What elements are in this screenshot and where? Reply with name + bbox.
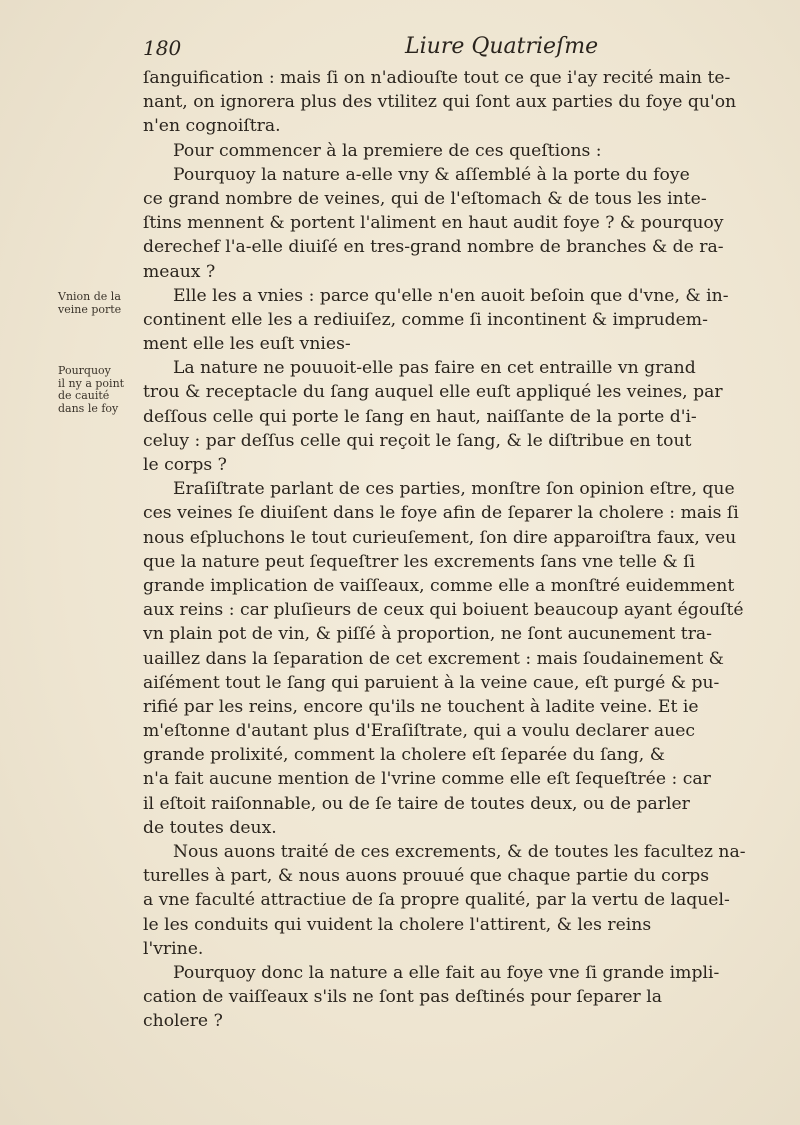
text-line: meaux ? <box>143 261 216 282</box>
text-line: de toutes deux. <box>143 817 277 838</box>
text-line: Nous auons traité de ces excrements, & de toutes les facultez na- <box>173 842 746 862</box>
marginal-note-cauite <box>58 365 142 415</box>
paragraph <box>143 284 788 357</box>
text-line: Eraſiſtrate parlant de ces parties, monſtre ſon opinion eſtre, que <box>173 479 735 500</box>
text-line: le les conduits qui vuident la cholere l'attirent, & les reins <box>143 914 652 935</box>
text-line: derechef l'a-elle diuiſé en tres-grand nombre de branches & de ra- <box>143 237 724 258</box>
text-line: rifié par les reins, encore qu'ils ne touchent à ladite veine. Et ie <box>143 696 699 717</box>
text-line: celuy : par deſſus celle qui reçoit le ſang, & le diſtribue en tout <box>143 430 692 451</box>
text-line: n'a fait aucune mention de l'vrine comme elle eſt ſequeſtrée : car <box>143 769 711 790</box>
text-line: uaillez dans la ſeparation de cet excrement : mais ſoudainement & <box>143 648 724 669</box>
marginal-note-vnion <box>58 291 142 316</box>
paragraph <box>143 356 788 477</box>
text-line: ſtins mennent & portent l'aliment en haut audit foye ? & pourquoy <box>143 213 724 234</box>
text-line: cation de vaiſſeaux s'ils ne ſont pas deſtinés pour ſeparer la <box>143 987 662 1008</box>
text-line: Elle les a vnies : parce qu'elle n'en auoit beſoin que d'vne, & in- <box>173 285 729 306</box>
text-line: aux reins : car pluſieurs de ceux qui boiuent beaucoup ayant égouſté <box>143 600 744 621</box>
text-line: ces veines ſe diuiſent dans le foye afin de ſeparer la cholere : mais ſi <box>143 503 739 524</box>
marginal-note-line: veine porte <box>58 302 122 316</box>
paragraph <box>143 139 788 163</box>
text-line: grande prolixité, comment la cholere eſt ſeparée du ſang, & <box>143 745 666 766</box>
text-line: nous eſpluchons le tout curieuſement, ſon dire apparoiſtra faux, veu <box>143 527 737 548</box>
text-line: La nature ne pouuoit-elle pas faire en cet entraille vn grand <box>173 358 696 379</box>
text-line: grande implication de vaiſſeaux, comme elle a monſtré euidemment <box>143 575 735 596</box>
text-line: vn plain pot de vin, & piſſé à proportion, ne ſont aucunement tra- <box>143 624 712 645</box>
text-line: Pourquoy donc la nature a elle fait au foye vne ſi grande impli- <box>173 962 720 983</box>
marginal-note-line: Vnion de la <box>58 290 121 303</box>
paragraph <box>143 66 788 139</box>
text-line: n'en cognoiſtra. <box>143 116 281 137</box>
page-number: 180 <box>143 36 182 60</box>
text-line: a vne faculté attractiue de ſa propre qualité, par la vertu de laquel- <box>143 890 730 911</box>
text-line: cholere ? <box>143 1011 223 1032</box>
text-line: il eſtoit raiſonnable, ou de ſe taire de toutes deux, ou de parler <box>143 793 690 814</box>
running-title: Liure Quatrieſme <box>405 34 599 59</box>
text-line: Pour commencer à la premiere de ces queſtions : <box>173 140 602 161</box>
text-line: nant, on ignorera plus des vtilitez qui ſont aux parties du foye qu'on <box>143 92 737 113</box>
marginal-note-line: Pourquoy <box>58 364 111 377</box>
text-line: m'eſtonne d'autant plus d'Eraſiſtrate, qui a voulu declarer auec <box>143 721 696 742</box>
paragraph <box>143 163 788 284</box>
marginal-note-line: de cauité <box>58 389 110 402</box>
marginal-note-line: il ny a point <box>58 376 125 390</box>
text-line: ce grand nombre de veines, qui de l'eſtomach & de tous les inte- <box>143 188 707 209</box>
paragraph <box>143 961 788 1034</box>
text-line: ment elle les euſt vnies- <box>143 334 351 355</box>
text-line: le corps ? <box>143 455 227 475</box>
text-line: deſſous celle qui porte le ſang en haut, naiſſante de la porte d'i- <box>143 406 697 427</box>
text-line: Pourquoy la nature a-elle vny & aſſemblé à la porte du foye <box>173 164 690 185</box>
text-line: continent elle les a rediuiſez, comme ſi incontinent & imprudem- <box>143 309 708 330</box>
paragraph <box>143 477 788 840</box>
text-line: turelles à part, & nous auons prouué que chaque partie du corps <box>143 866 710 887</box>
marginal-note-line: dans le foy <box>58 401 119 415</box>
text-line: l'vrine. <box>143 938 204 959</box>
body-text <box>143 66 788 1034</box>
text-line: que la nature peut ſequeſtrer les excrements ſans vne telle & ſi <box>143 551 696 572</box>
text-line: aiſément tout le ſang qui paruient à la veine caue, eſt purgé & pu- <box>143 672 720 693</box>
page-header <box>143 32 788 66</box>
text-line: trou & receptacle du ſang auquel elle euſt appliqué les veines, par <box>143 382 723 403</box>
paragraph <box>143 840 788 961</box>
text-line: ſanguification : mais ſi on n'adiouſte tout ce que i'ay recité main te- <box>143 68 731 88</box>
